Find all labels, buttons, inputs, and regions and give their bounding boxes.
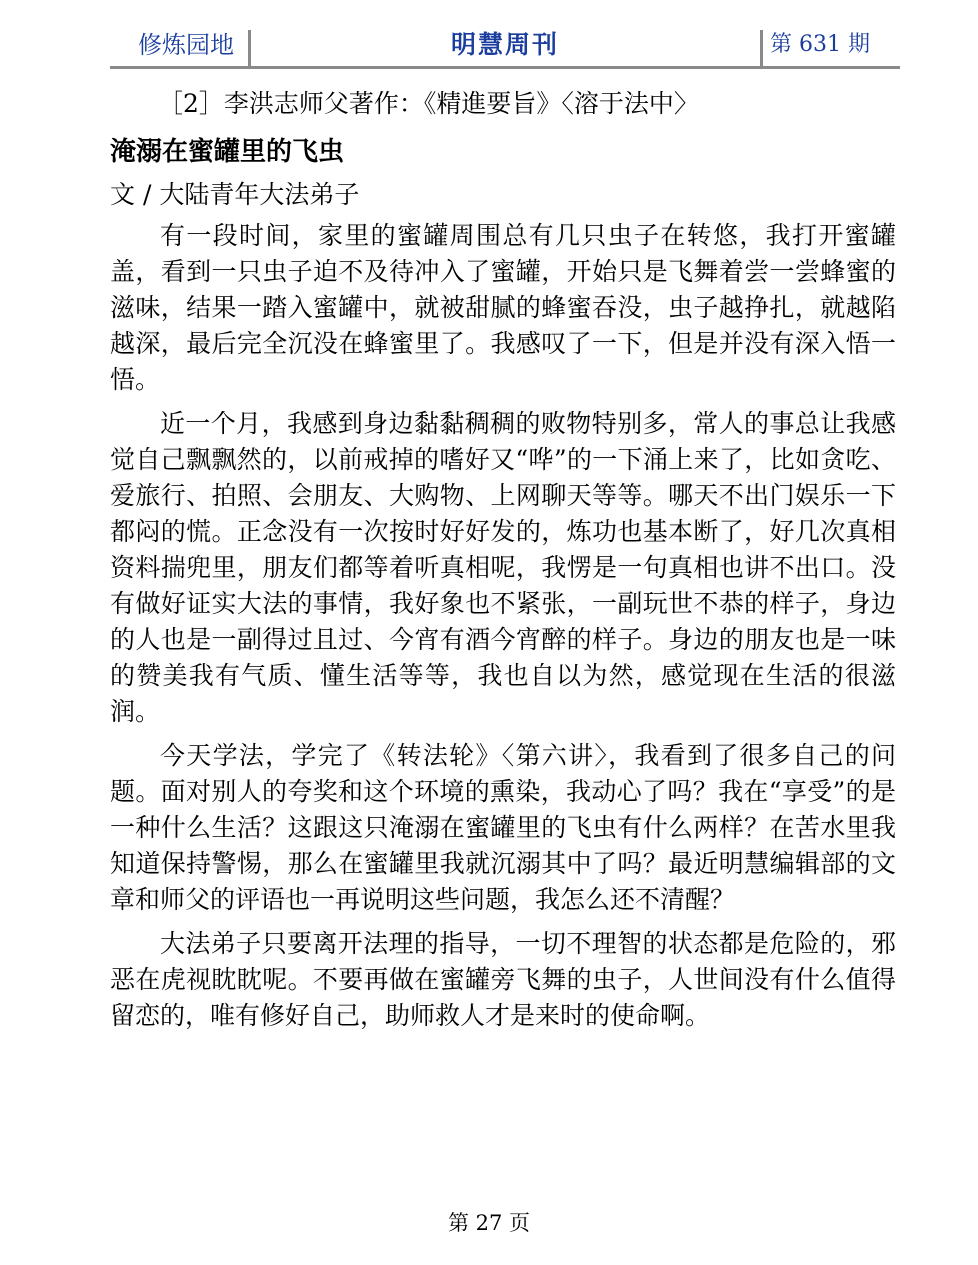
footnote-reference: ［2］李洪志师父著作：《精進要旨》〈溶于法中〉: [158, 89, 699, 118]
publication-title: 明慧周刊: [450, 30, 559, 59]
article-title: 淹溺在蜜罐里的飞虫: [110, 137, 345, 167]
page-number: 第 27 页: [447, 1211, 531, 1235]
article-paragraph: 有一段时间，家里的蜜罐周围总有几只虫子在转悠，我打开蜜罐盖，看到一只虫子迫不及待冲入了蜜罐，开始只是飞舞着尝一尝蜂蜜的滋味，结果一踏入蜜罐中，就被甜腻的蜂蜜吞没，虫子越挣扎，就越陷越深，最后完全沉没在蜂蜜里了。我感叹了一下，但是并没有深入悟一悟。: [110, 221, 896, 394]
article-author: 文 / 大陆青年大法弟子: [110, 180, 360, 209]
issue-number: 第 631 期: [770, 32, 870, 57]
page-header: [110, 26, 900, 66]
article-paragraph: 近一个月，我感到身边黏黏稠稠的败物特别多，常人的事总让我感觉自己飘飘然的，以前戒掉的嗜好又“哗”的一下涌上来了，比如贪吃、爱旅行、拍照、会朋友、大购物、上网聊天等等。哪天不出门娱乐一下都闷的慌。正念没有一次按时好好发的，炼功也基本断了，好几次真相资料揣兜里，朋友们都等着听真相呢，我愣是一句真相也讲不出口。没有做好证实大法的事情，我好象也不紧张，一副玩世不恭的样子，身边的人也是一副得过且过、今宵有酒今宵醉的样子。身边的朋友也是一味的赞美我有气质、懂生活等等，我也自以为然，感觉现在生活的很滋润。: [110, 409, 896, 726]
article-paragraph: 今天学法，学完了《转法轮》〈第六讲〉，我看到了很多自己的问题。面对别人的夸奖和这个环境的熏染，我动心了吗？我在“享受”的是一种什么生活？这跟这只淹溺在蜜罐里的飞虫有什么两样？在苦水里我知道保持警惕，那么在蜜罐里我就沉溺其中了吗？最近明慧编辑部的文章和师父的评语也一再说明这些问题，我怎么还不清醒？: [110, 741, 896, 914]
article-paragraph: 大法弟子只要离开法理的指导，一切不理智的状态都是危险的，邪恶在虎视眈眈呢。不要再做在蜜罐旁飞舞的虫子，人世间没有什么值得留恋的，唯有修好自己，助师救人才是来时的使命啊。: [110, 929, 896, 1030]
page-content: [110, 84, 896, 1042]
section-name: 修炼园地: [138, 31, 234, 59]
header-rule: [110, 66, 900, 69]
